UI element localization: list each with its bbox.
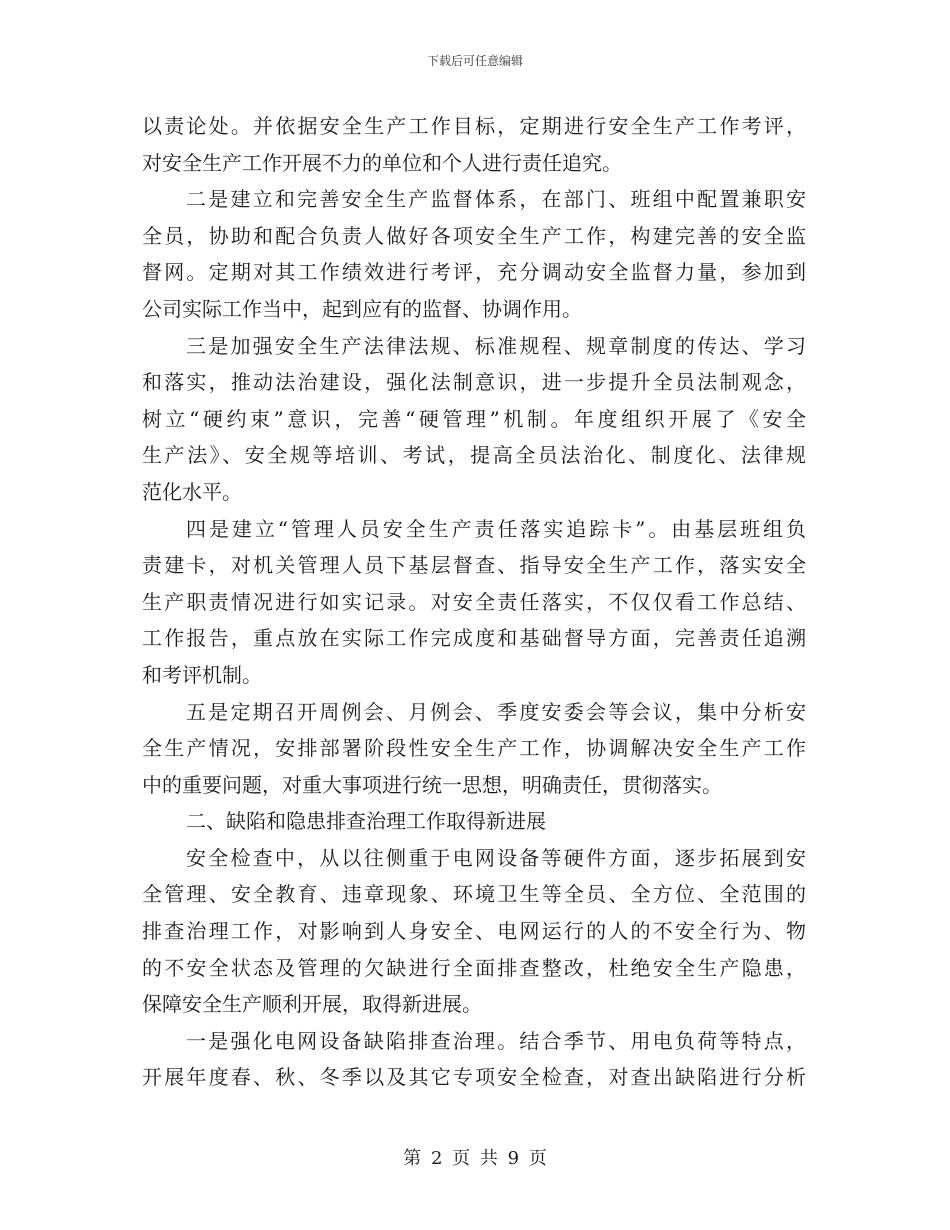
paragraph	[142, 328, 806, 511]
paragraph	[142, 108, 806, 181]
text-line: 树立“硬约束”意识，完善“硬管理”机制。年度组织开展了《安全	[142, 406, 806, 431]
paragraph	[142, 840, 806, 1023]
text-line: 中的重要问题，对重大事项进行统一思想，明确责任，贯彻落实。	[142, 772, 722, 797]
text-line: 保障安全生产顺利开展，取得新进展。	[142, 992, 482, 1017]
paragraph	[142, 694, 806, 804]
paragraph	[142, 1023, 806, 1096]
text-line: 安全检查中，从以往侧重于电网设备等硬件方面，逐步拓展到安	[186, 845, 806, 870]
text-line: 责建卡，对机关管理人员下基层督查、指导安全生产工作，落实安全	[142, 553, 806, 578]
text-line: 督网。定期对其工作绩效进行考评，充分调动安全监督力量，参加到	[142, 260, 806, 285]
text-line: 开展年度春、秋、冬季以及其它专项安全检查，对查出缺陷进行分析	[142, 1065, 806, 1090]
document-body	[142, 108, 806, 1096]
text-line: 生产法》、安全规等培训、考试，提高全员法治化、制度化、法律规	[142, 443, 806, 468]
text-line: 公司实际工作当中，起到应有的监督、协调作用。	[142, 296, 582, 321]
text-line: 和落实，推动法治建设，强化法制意识，进一步提升全员法制观念，	[142, 370, 806, 395]
text-line: 以责论处。并依据安全生产工作目标，定期进行安全生产工作考评，	[142, 114, 806, 138]
text-line: 范化水平。	[142, 479, 242, 504]
paragraph	[142, 181, 806, 327]
text-line: 一是强化电网设备缺陷排查治理。结合季节、用电负荷等特点，	[186, 1028, 806, 1053]
paragraph	[142, 803, 806, 840]
text-line: 的不安全状态及管理的欠缺进行全面排查整改，杜绝安全生产隐患，	[142, 955, 806, 980]
text-line: 三是加强安全生产法律法规、标准规程、规章制度的传达、学习	[186, 333, 806, 358]
text-line: 对安全生产工作开展不力的单位和个人进行责任追究。	[142, 150, 622, 175]
text-line: 生产职责情况进行如实记录。对安全责任落实，不仅仅看工作总结、	[142, 589, 806, 614]
text-line: 四是建立“管理人员安全生产责任落实追踪卡”。由基层班组负	[186, 516, 806, 541]
text-line: 二、缺陷和隐患排查治理工作取得新进展	[186, 809, 546, 834]
text-line: 全管理、安全教育、违章现象、环境卫生等全员、全方位、全范围的	[142, 882, 806, 907]
page-number-footer: 第 2 页 共 9 页	[403, 1148, 547, 1169]
text-line: 全员，协助和配合负责人做好各项安全生产工作，构建完善的安全监	[142, 223, 806, 248]
text-line: 排查治理工作，对影响到人身安全、电网运行的人的不安全行为、物	[142, 919, 806, 944]
text-line: 五是定期召开周例会、月例会、季度安委会等会议，集中分析安	[186, 699, 806, 724]
text-line: 二是建立和完善安全生产监督体系，在部门、班组中配置兼职安	[186, 187, 806, 212]
text-line: 工作报告，重点放在实际工作完成度和基础督导方面，完善责任追溯	[142, 626, 806, 651]
page-header-note: 下载后可任意编辑	[426, 54, 523, 68]
text-line: 和考评机制。	[142, 662, 262, 687]
paragraph	[142, 511, 806, 694]
text-line: 全生产情况，安排部署阶段性安全生产工作，协调解决安全生产工作	[142, 736, 806, 761]
